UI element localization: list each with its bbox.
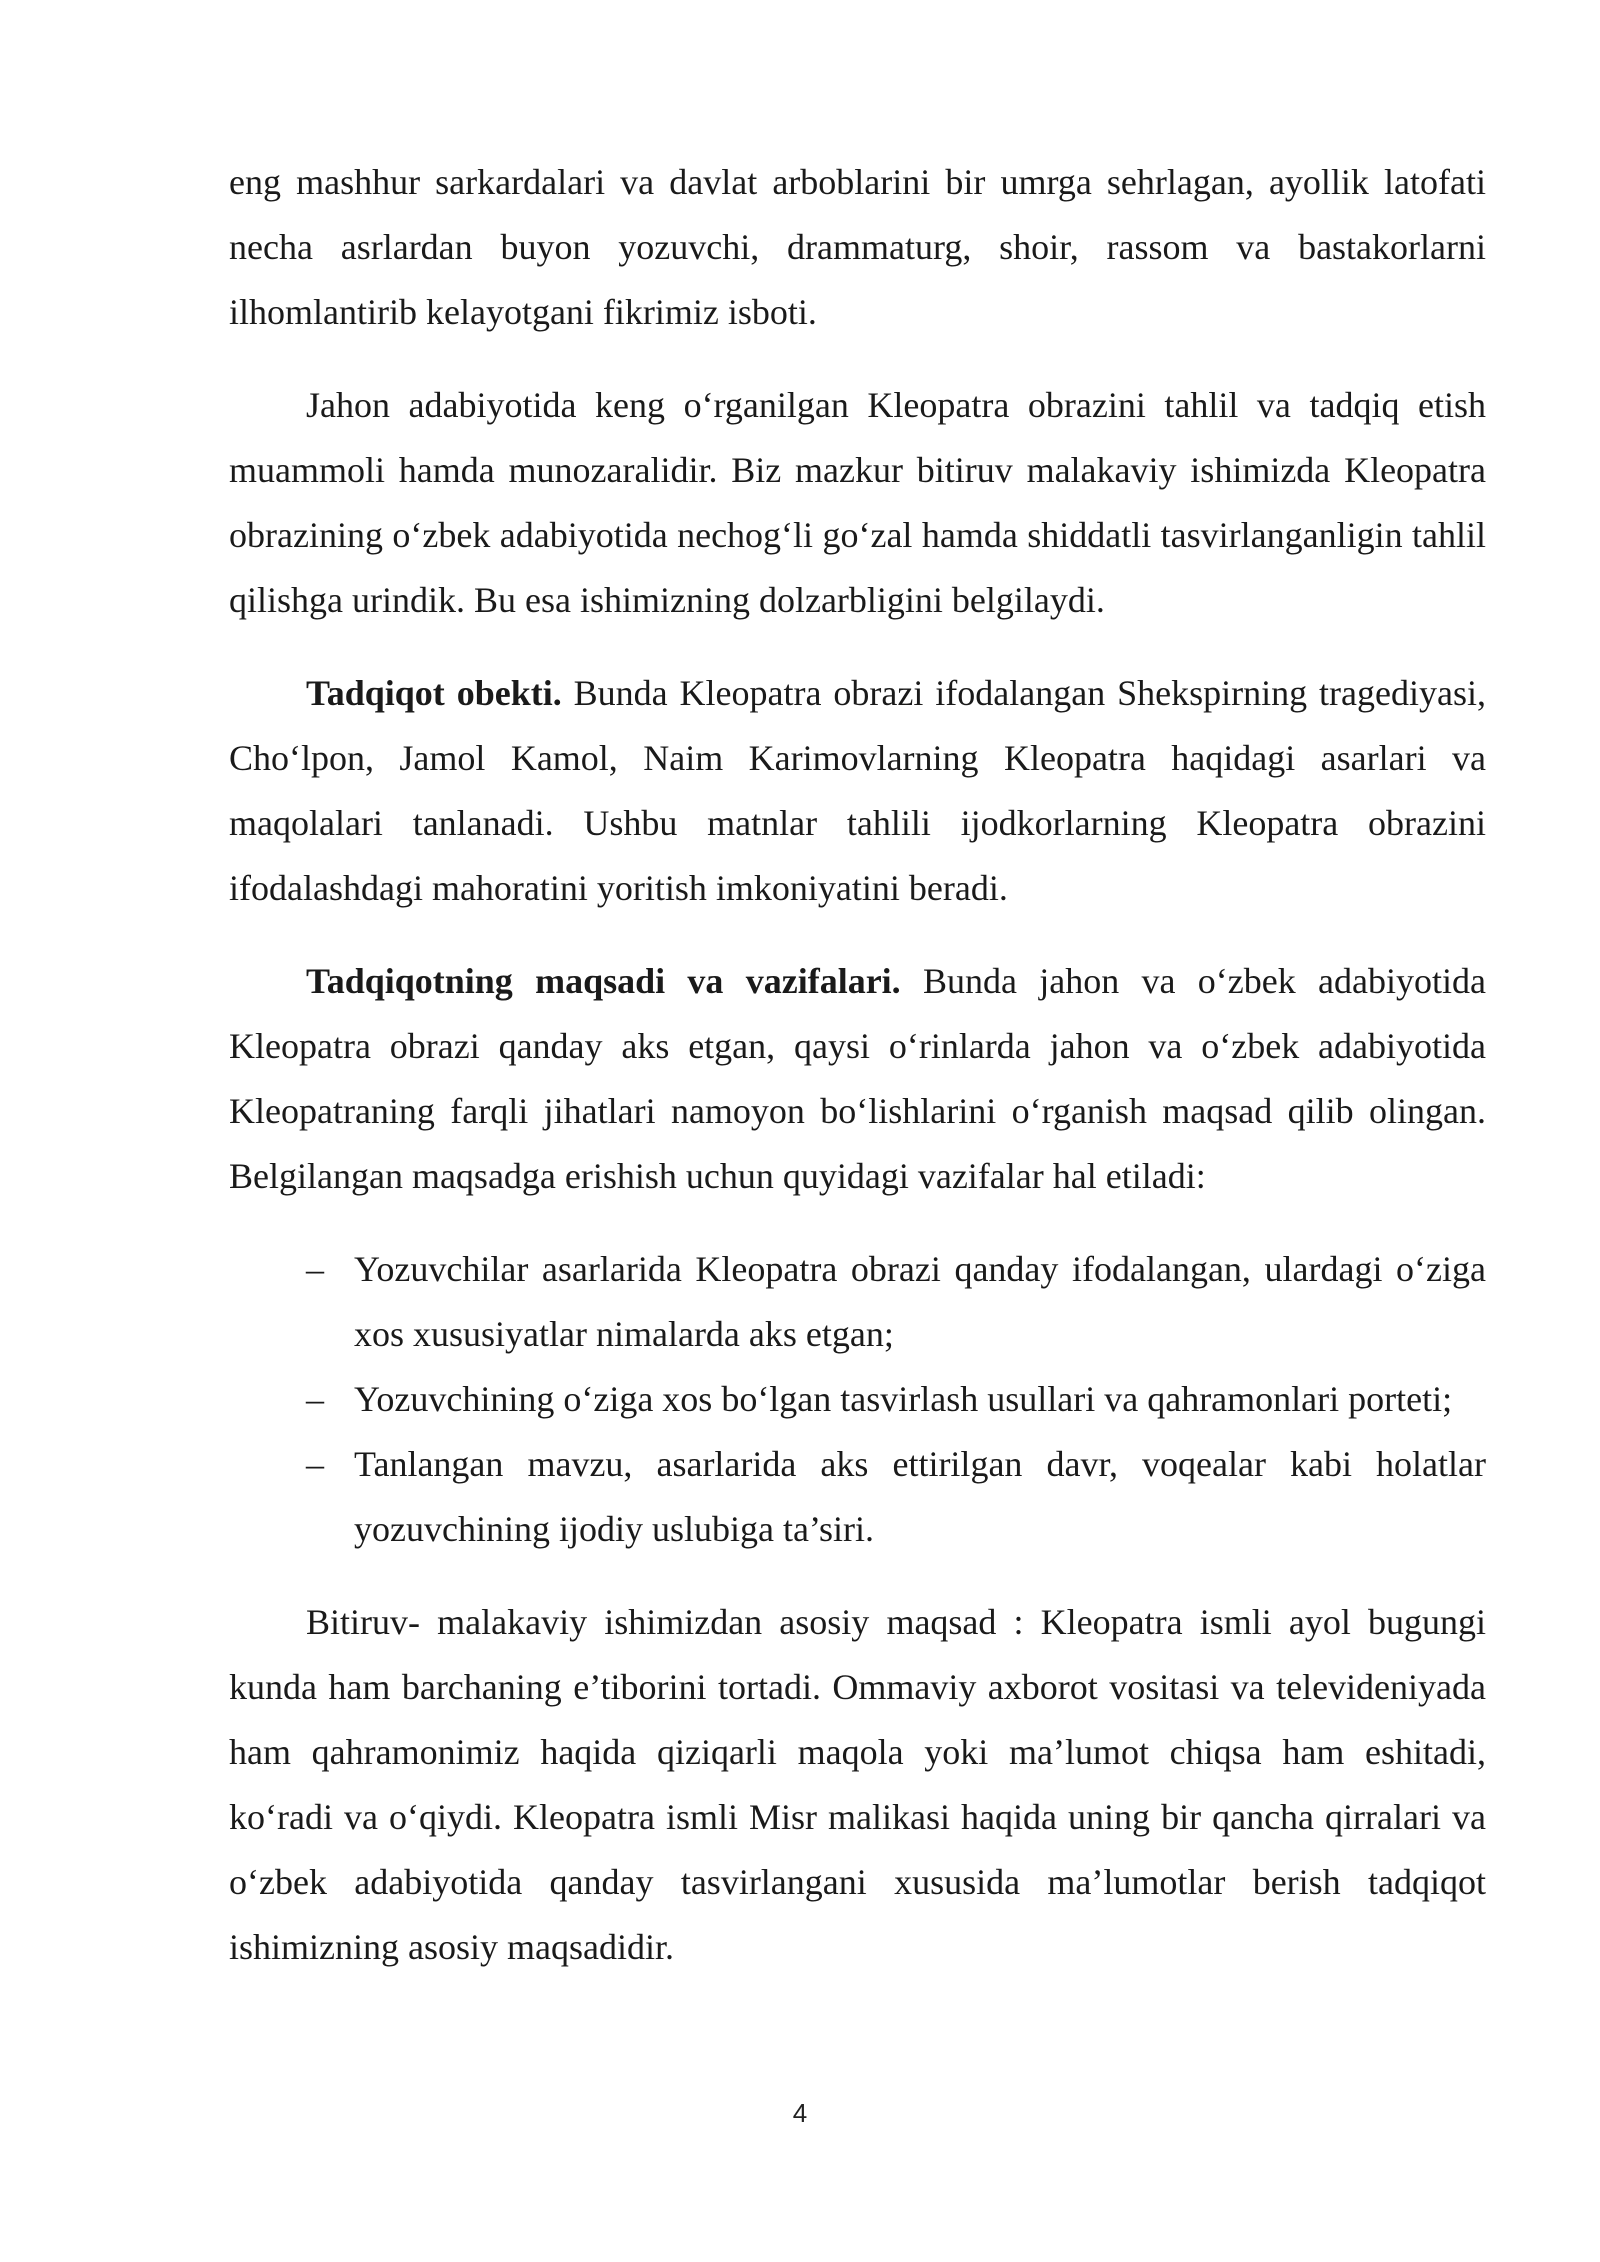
list-item-text: Yozuvchining o‘ziga xos bo‘lgan tasvirlash usullari va qahramonlari porteti; xyxy=(354,1379,1453,1419)
document-page xyxy=(229,150,1486,2008)
list-item xyxy=(229,1367,1486,1432)
paragraph-goals-tasks xyxy=(229,949,1486,1209)
list-item xyxy=(229,1432,1486,1562)
paragraph-research-object xyxy=(229,661,1486,921)
goals-tasks-heading: Tadqiqotning maqsadi va vazifalari. xyxy=(306,961,901,1001)
research-object-heading: Tadqiqot obekti. xyxy=(306,673,562,713)
paragraph-intro-continuation: eng mashhur sarkardalari va davlat arboblarini bir umrga sehrlagan, ayollik latofati necha asrlardan buyon yozuvchi, drammaturg, shoir, rassom va bastakorlarni ilhomlantirib kelayotgani fikrimiz isboti. xyxy=(229,162,1486,332)
list-dash: – xyxy=(306,1379,324,1419)
list-dash: – xyxy=(306,1444,324,1484)
paragraph-main-goal: Bitiruv- malakaviy ishimizdan asosiy maqsad : Kleopatra ismli ayol bugungi kunda ham barchaning e’tiborini tortadi. Ommaviy axborot vositasi va televideniyada ham qahramonimiz haqida qiziqarli maqola yoki ma’lumot chiqsa ham eshitadi, ko‘radi va o‘qiydi. Kleopatra ismli Misr malikasi haqida uning bir qancha qirralari va o‘zbek adabiyotida qanday tasvirlangani xususida ma’lumotlar berish tadqiqot ishimizning asosiy maqsadidir. xyxy=(229,1602,1486,1967)
tasks-list xyxy=(229,1237,1486,1562)
page-number: 4 xyxy=(792,2098,808,2128)
list-dash: – xyxy=(306,1249,324,1289)
list-item-text: Yozuvchilar asarlarida Kleopatra obrazi qanday ifodalangan, ulardagi o‘ziga xos xususiyatlar nimalarda aks etgan; xyxy=(354,1249,1486,1354)
goals-tasks-text: Bunda jahon va o‘zbek adabiyotida Kleopatra obrazi qanday aks etgan, qaysi o‘rinlarda jahon va o‘zbek adabiyotida Kleopatraning farqli jihatlari namoyon bo‘lishlarini o‘rganish maqsad qilib olingan. Belgilangan maqsadga erishish uchun quyidagi vazifalar hal etiladi: xyxy=(229,961,1486,1196)
list-item xyxy=(229,1237,1486,1367)
list-item-text: Tanlangan mavzu, asarlarida aks ettirilgan davr, voqealar kabi holatlar yozuvchining ijodiy uslubiga ta’siri. xyxy=(354,1444,1486,1549)
research-object-text: Bunda Kleopatra obrazi ifodalangan Shekspirning tragediyasi, Cho‘lpon, Jamol Kamol, Naim Karimovlarning Kleopatra haqidagi asarlari va maqolalari tanlanadi. Ushbu matnlar tahlili ijodkorlarning Kleopatra obrazini ifodalashdagi mahoratini yoritish imkoniyatini beradi. xyxy=(229,673,1486,908)
paragraph-relevance: Jahon adabiyotida keng o‘rganilgan Kleopatra obrazini tahlil va tadqiq etish muammoli hamda munozaralidir. Biz mazkur bitiruv malakaviy ishimizda Kleopatra obrazining o‘zbek adabiyotida nechog‘li go‘zal hamda shiddatli tasvirlanganligin tahlil qilishga urindik. Bu esa ishimizning dolzarbligini belgilaydi. xyxy=(229,385,1486,620)
